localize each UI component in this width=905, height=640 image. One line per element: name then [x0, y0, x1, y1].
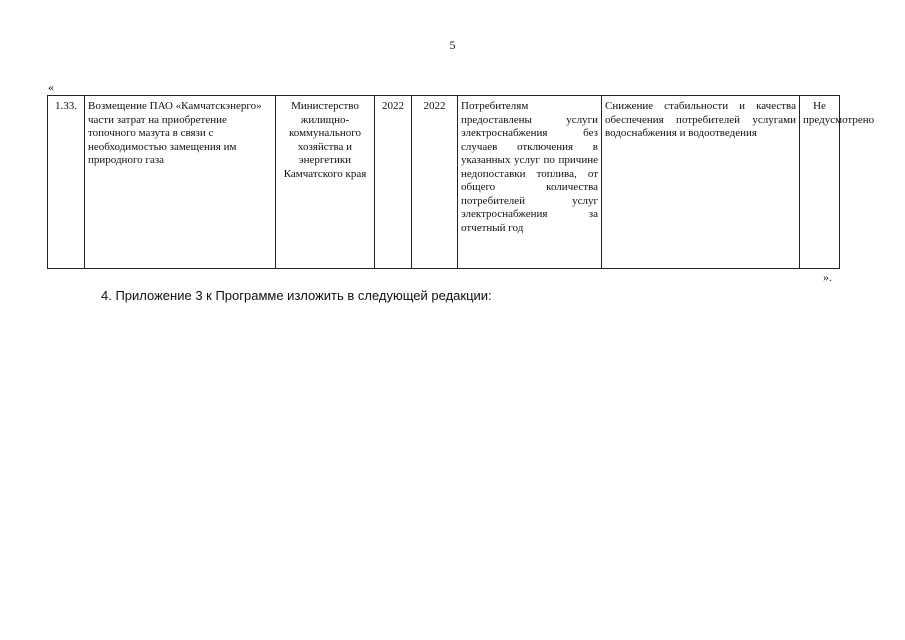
- cell-number: 1.33.: [48, 96, 85, 269]
- table-row: [48, 96, 840, 269]
- cell-link: Не предусмотрено: [800, 96, 840, 269]
- measures-table: [47, 95, 875, 269]
- cell-consequences: Снижение стабильности и качества обеспечения потребителей услугами водоснабжения и водоотведения: [602, 96, 800, 269]
- cell-executor: Министерство жилищно-коммунального хозяйства и энергетики Камчатского края: [276, 96, 375, 269]
- closing-quote-mark: ».: [823, 270, 832, 284]
- page-number: 5: [449, 38, 456, 52]
- cell-expected-result: Потребителям предоставлены услуги электроснабжения без случаев отключения в указанных услуг по причине недопоставки топлива, от общего количества потребителей услуг электроснабжения за отчетный год: [458, 96, 602, 269]
- cell-year-end: 2022: [412, 96, 458, 269]
- body-paragraph: 4. Приложение 3 к Программе изложить в следующей редакции:: [101, 288, 492, 303]
- cell-measure-name: Возмещение ПАО «Камчатскэнерго» части затрат на приобретение топочного мазута в связи с необходимостью замещения им природного газа: [85, 96, 276, 269]
- cell-year-start: 2022: [375, 96, 412, 269]
- opening-quote-mark: «: [48, 80, 54, 94]
